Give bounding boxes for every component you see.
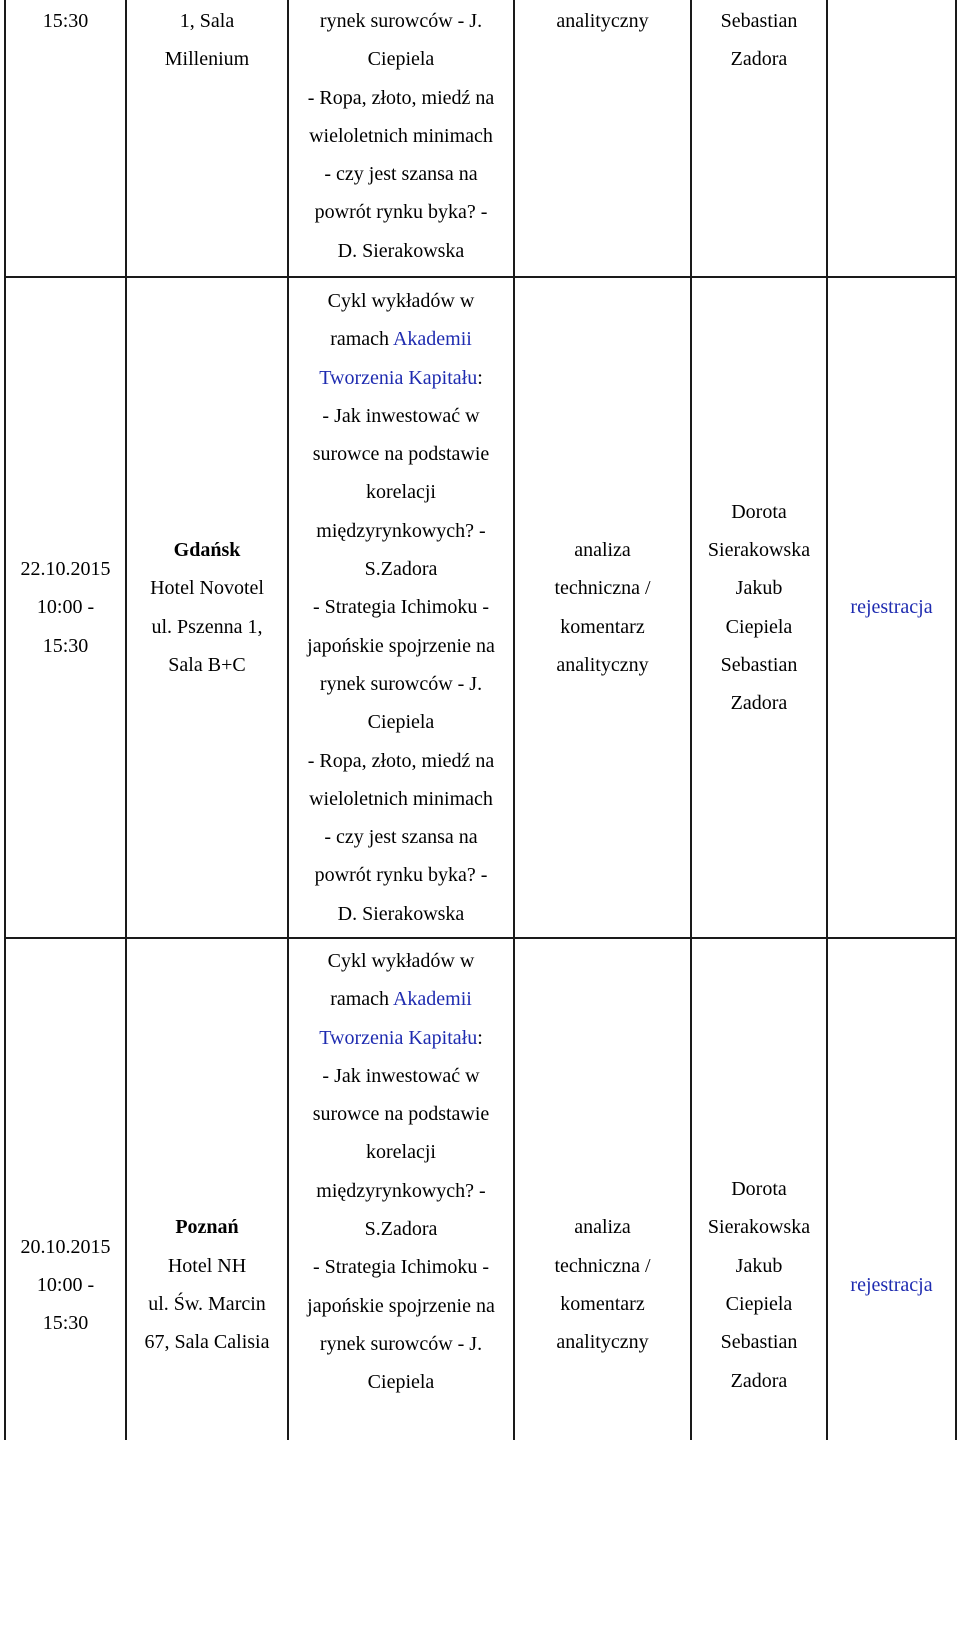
program-line xyxy=(365,1210,438,1248)
program-text: surowce na podstawie xyxy=(312,1103,490,1126)
program-line xyxy=(322,397,479,435)
city-name: Gdańsk xyxy=(173,538,241,561)
program-line xyxy=(319,359,483,397)
program-line xyxy=(366,1133,436,1171)
speaker-line: Ciepiela xyxy=(725,1293,793,1315)
speaker-line: Sebastian xyxy=(720,1331,798,1354)
date-line: 10:00 - xyxy=(36,596,95,619)
program-text: D. Sierakowska xyxy=(337,239,465,262)
program-line xyxy=(368,40,435,78)
program-text: - Strategia Ichimoku - xyxy=(312,596,490,619)
program-line xyxy=(330,320,472,358)
academy-link[interactable]: Akademii xyxy=(392,988,472,1011)
program-cell xyxy=(289,942,513,1402)
topic-cell xyxy=(515,278,690,937)
date-line: 22.10.2015 xyxy=(20,558,111,581)
registration-link[interactable]: rejestracja xyxy=(850,596,933,619)
program-line xyxy=(330,980,472,1018)
program-text: - Jak inwestować w xyxy=(322,404,480,427)
speaker-line: Dorota xyxy=(731,500,787,523)
program-line xyxy=(320,2,482,40)
venue-line: ul. Pszenna 1, xyxy=(151,615,263,638)
program-line xyxy=(307,627,495,665)
program-line xyxy=(368,703,435,741)
program-line xyxy=(313,1248,489,1286)
program-line xyxy=(315,193,488,231)
venue-line: Millenium xyxy=(164,48,250,71)
program-text: ramach xyxy=(330,328,393,351)
program-text: : xyxy=(477,366,483,389)
program-line xyxy=(366,473,436,511)
program-text: rynek surowców - J. xyxy=(319,10,483,32)
speaker-line: Sebastian xyxy=(720,10,798,32)
speaker-line: Jakub xyxy=(735,1254,783,1277)
program-text: międzyrynkowych? - xyxy=(316,519,486,542)
program-cell xyxy=(289,278,513,937)
program-text: japońskie spojrzenie na xyxy=(307,1294,495,1317)
program-line xyxy=(338,232,465,270)
date-cell xyxy=(6,939,125,1631)
speaker-line: Ciepiela xyxy=(725,615,793,638)
speaker-line: Zadora xyxy=(730,48,788,71)
program-text: - Ropa, złoto, miedź na xyxy=(307,749,495,772)
place-cell xyxy=(127,939,287,1631)
speaker-line: Sierakowska xyxy=(707,1216,811,1239)
program-text: - czy jest szansa na xyxy=(324,826,478,849)
program-line xyxy=(365,550,438,588)
topic-cell xyxy=(515,2,690,40)
program-line xyxy=(324,818,477,856)
program-line xyxy=(319,1019,483,1057)
speaker-line: Sierakowska xyxy=(707,538,811,561)
topic-line: komentarz xyxy=(560,615,645,638)
program-text: międzyrynkowych? - xyxy=(316,1179,486,1202)
program-text: - Strategia Ichimoku - xyxy=(312,1256,490,1279)
program-text: Ciepiela xyxy=(367,711,435,734)
date-line: 20.10.2015 xyxy=(20,1235,111,1258)
program-line xyxy=(368,1363,435,1401)
program-line xyxy=(320,665,482,703)
program-text: - Jak inwestować w xyxy=(322,1064,480,1087)
speakers-cell xyxy=(692,278,826,937)
topic-cell xyxy=(515,939,690,1631)
speaker-line: Dorota xyxy=(731,1178,787,1201)
program-cell xyxy=(289,2,513,270)
topic-line: analityczny xyxy=(556,1331,649,1354)
program-line xyxy=(308,742,495,780)
program-text: - czy jest szansa na xyxy=(324,163,478,186)
academy-link[interactable]: Tworzenia Kapitału xyxy=(319,1026,478,1049)
program-text: surowce na podstawie xyxy=(312,443,490,466)
date-cell xyxy=(6,2,125,40)
topic-line: techniczna / xyxy=(554,577,651,600)
date-line: 15:30 xyxy=(42,10,89,32)
program-text: S.Zadora xyxy=(364,1218,438,1241)
venue-line: Sala B+C xyxy=(168,653,246,676)
program-line xyxy=(320,1325,482,1363)
program-text: Cykl wykładów w xyxy=(327,950,475,972)
topic-line: analityczny xyxy=(556,10,649,32)
date-line: 15:30 xyxy=(42,1312,89,1335)
program-text: ramach xyxy=(330,988,393,1011)
program-line xyxy=(309,780,493,818)
program-line xyxy=(338,895,465,933)
venue-line: ul. Św. Marcin xyxy=(148,1293,266,1315)
registration-cell xyxy=(828,278,955,937)
program-line xyxy=(322,1057,479,1095)
date-line: 15:30 xyxy=(42,634,89,657)
program-line xyxy=(313,588,489,626)
topic-line: techniczna / xyxy=(554,1254,651,1277)
speaker-line: Jakub xyxy=(735,577,783,600)
academy-link[interactable]: Tworzenia Kapitału xyxy=(319,366,478,389)
program-text: wieloletnich minimach xyxy=(309,787,493,810)
academy-link[interactable]: Akademii xyxy=(392,328,472,351)
program-text: japońskie spojrzenie na xyxy=(307,634,495,657)
program-text: korelacji xyxy=(366,1141,436,1164)
venue-line: Hotel NH xyxy=(167,1254,247,1277)
program-text: : xyxy=(477,1026,483,1049)
program-text: - Ropa, złoto, miedź na xyxy=(307,86,495,109)
city-name: Poznań xyxy=(175,1216,239,1239)
date-cell xyxy=(6,278,125,937)
speakers-cell xyxy=(692,939,826,1631)
program-text: wieloletnich minimach xyxy=(309,124,493,147)
speaker-line: Sebastian xyxy=(720,653,798,676)
topic-line: analiza xyxy=(574,1216,631,1239)
program-line xyxy=(307,1287,495,1325)
place-cell xyxy=(127,278,287,937)
venue-line: 67, Sala Calisia xyxy=(144,1331,270,1354)
program-text: Ciepiela xyxy=(367,48,435,71)
program-text: Ciepiela xyxy=(367,1371,435,1394)
program-text: D. Sierakowska xyxy=(337,902,465,925)
program-line xyxy=(308,79,495,117)
venue-line: 1, Sala xyxy=(179,10,235,32)
program-line xyxy=(328,942,475,980)
registration-cell xyxy=(828,939,955,1631)
program-text: rynek surowców - J. xyxy=(319,1332,483,1355)
topic-line: analiza xyxy=(574,538,631,561)
registration-link[interactable]: rejestracja xyxy=(850,1273,933,1296)
speaker-line: Zadora xyxy=(730,1369,788,1392)
speakers-cell xyxy=(692,2,826,79)
venue-line: Hotel Novotel xyxy=(150,577,264,600)
program-text: rynek surowców - J. xyxy=(319,672,483,695)
program-line xyxy=(313,1095,490,1133)
program-line xyxy=(309,117,493,155)
program-text: Cykl wykładów w xyxy=(327,289,475,312)
program-line xyxy=(315,856,488,894)
program-line xyxy=(324,155,477,193)
program-line xyxy=(316,512,485,550)
topic-line: komentarz xyxy=(560,1293,645,1315)
program-text: korelacji xyxy=(366,481,436,504)
place-cell xyxy=(127,2,287,79)
program-text: S.Zadora xyxy=(364,558,438,581)
date-line: 10:00 - xyxy=(36,1273,95,1296)
topic-line: analityczny xyxy=(556,653,649,676)
program-line xyxy=(313,435,490,473)
program-text: powrót rynku byka? - xyxy=(314,864,488,887)
program-line xyxy=(316,1172,485,1210)
program-line xyxy=(328,282,475,320)
program-text: powrót rynku byka? - xyxy=(314,201,488,224)
speaker-line: Zadora xyxy=(730,692,788,715)
